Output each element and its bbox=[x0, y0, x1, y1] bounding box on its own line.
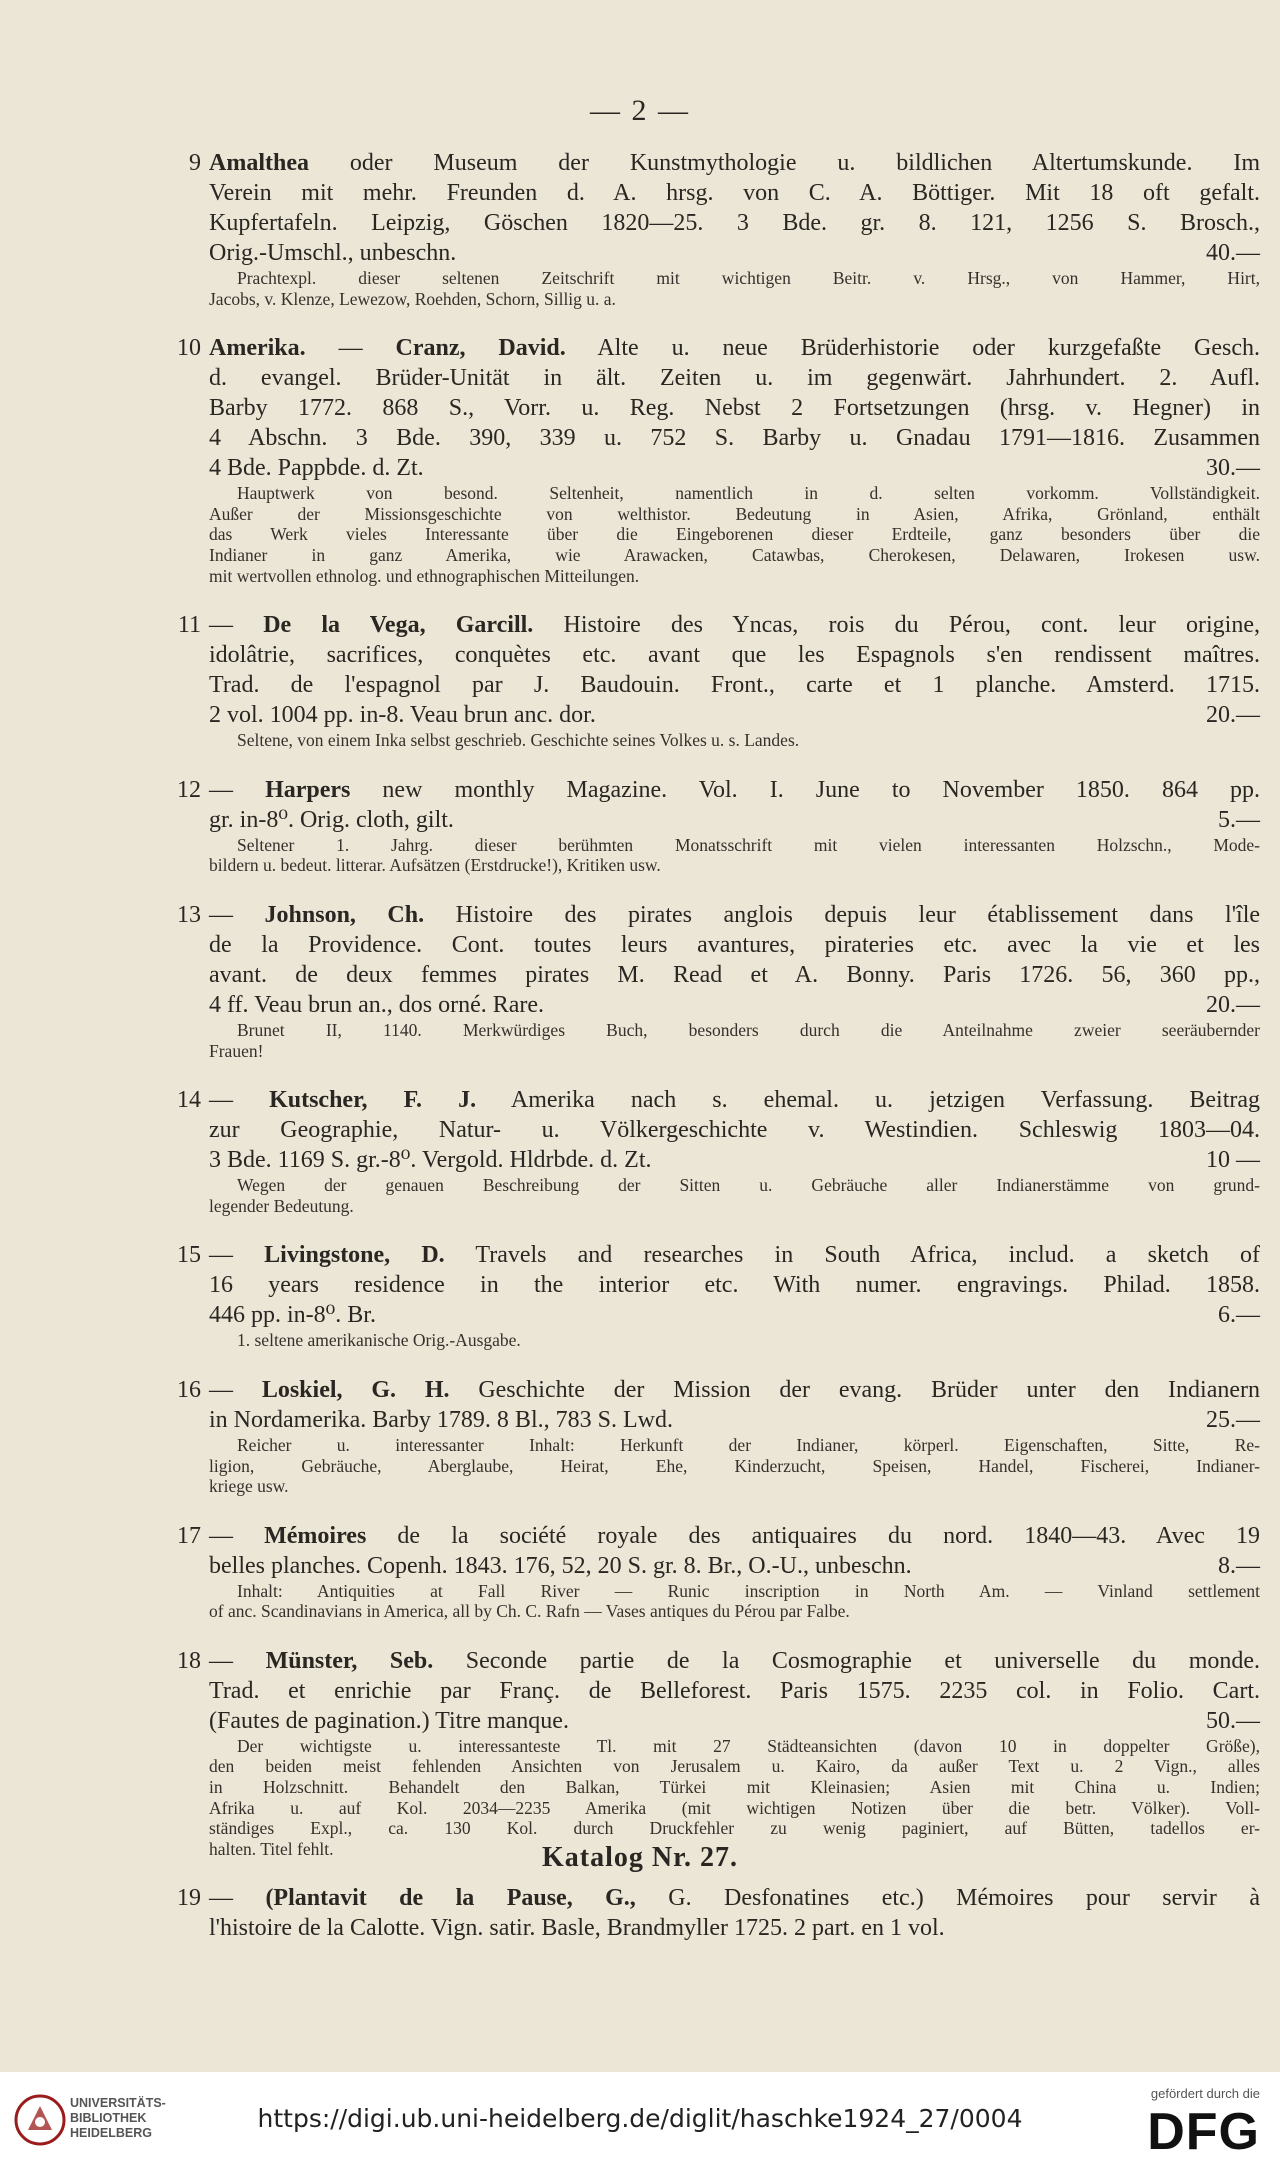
catalog-entry bbox=[160, 1646, 1280, 1860]
entry-line: zur Geographie, Natur- u. Völkergeschichte v. Westindien. Schleswig 1803—04. bbox=[209, 1117, 1260, 1144]
catalog-entry bbox=[160, 148, 1280, 309]
entry-note: Seltener 1. Jahrg. dieser berühmten Monatsschrift mit vielen interessanten Holzschn., Mode- bbox=[237, 834, 1260, 855]
entry-price: 50.— bbox=[1206, 1707, 1260, 1734]
entry-note: in Holzschnitt. Behandelt den Balkan, Türkei mit Kleinasien; Asien mit China u. Indien; bbox=[209, 1777, 1260, 1798]
entry-line: — Loskiel, G. H. Geschichte der Mission der evang. Brüder unter den Indianern bbox=[209, 1376, 1261, 1403]
catalog-entry bbox=[160, 900, 1280, 1061]
university-name: UNIVERSITÄTS- BIBLIOTHEK HEIDELBERG bbox=[70, 2096, 166, 2140]
entry-line bbox=[209, 238, 1260, 268]
catalog-entry bbox=[160, 775, 1280, 876]
entry-note: das Werk vieles Interessante über die Eingeborenen dieser Erdteile, ganz besonders über die bbox=[209, 524, 1260, 545]
catalog-entry bbox=[160, 1085, 1280, 1216]
entry-text: Orig.-Umschl., unbeschn. bbox=[209, 240, 457, 266]
funded-by-label: gefördert durch die bbox=[1150, 2086, 1260, 2101]
entry-body bbox=[209, 1521, 1260, 1622]
entry-body bbox=[209, 1883, 1260, 1943]
catalog-entry bbox=[160, 610, 1280, 751]
entry-price: 10 — bbox=[1206, 1147, 1260, 1174]
entry-line: — Harpers new monthly Magazine. Vol. I. June to November 1850. 864 pp. bbox=[209, 776, 1261, 803]
entry-note: Prachtexpl. dieser seltenen Zeitschrift mit wichtigen Beitr. v. Hrsg., von Hammer, Hirt, bbox=[237, 268, 1260, 288]
entry-number: 14 bbox=[177, 1087, 201, 1114]
entry-line: — (Plantavit de la Pause, G., G. Desfonatines etc.) Mémoires pour servir à bbox=[209, 1885, 1261, 1912]
entry-body bbox=[209, 900, 1260, 1061]
entry-note: Seltene, von einem Inka selbst geschrieb. Geschichte seines Volkes u. s. Landes. bbox=[237, 730, 800, 751]
entry-line: Barby 1772. 868 S., Vorr. u. Reg. Nebst 2 Fortsetzungen (hrsg. v. Hegner) in bbox=[209, 395, 1260, 422]
entry-line: d. evangel. Brüder-Unität in ält. Zeiten u. im gegenwärt. Jahrhundert. 2. Aufl. bbox=[209, 365, 1260, 392]
entry-note: Afrika u. auf Kol. 2034—2235 Amerika (mit wichtigen Notizen über die betr. Völker). Voll- bbox=[209, 1797, 1260, 1818]
entry-text: 2 vol. 1004 pp. in-8. Veau brun anc. dor. bbox=[209, 702, 596, 729]
catalog-title: Katalog Nr. 27. bbox=[542, 1842, 738, 1873]
entry-price: 20.— bbox=[1206, 702, 1260, 729]
entry-body bbox=[209, 1646, 1260, 1860]
entry-note: halten. Titel fehlt. bbox=[209, 1838, 334, 1859]
entry-line: 16 years residence in the interior etc. With numer. engravings. Philad. 1858. bbox=[209, 1272, 1260, 1299]
entry-note: ligion, Gebräuche, Aberglaube, Heirat, Ehe, Kinderzucht, Speisen, Handel, Fischerei, Indianer- bbox=[209, 1455, 1260, 1476]
entry-line: 4 Abschn. 3 Bde. 390, 339 u. 752 S. Barby u. Gnadau 1791—1816. Zusammen bbox=[209, 425, 1260, 452]
entry-price: 20.— bbox=[1206, 991, 1260, 1018]
entry-line: — Livingstone, D. Travels and researches in South Africa, includ. a sketch of bbox=[209, 1242, 1261, 1269]
entry-line: — Kutscher, F. J. Amerika nach s. ehemal. u. jetzigen Verfassung. Beitrag bbox=[209, 1087, 1261, 1114]
entry-line: Trad. et enrichie par Franç. de Belleforest. Paris 1575. 2235 col. in Folio. Cart. bbox=[209, 1677, 1260, 1704]
entry-line: l'histoire de la Calotte. Vign. satir. Basle, Brandmyller 1725. 2 part. en 1 vol. bbox=[209, 1915, 945, 1942]
entry-line bbox=[209, 1145, 1260, 1175]
entry-line bbox=[209, 805, 1260, 835]
entry-line: Kupfertafeln. Leipzig, Göschen 1820—25. 3 Bde. gr. 8. 121, 1256 S. Brosch., bbox=[209, 210, 1260, 236]
entry-price: 6.— bbox=[1218, 1302, 1260, 1329]
entry-line: — De la Vega, Garcill. Histoire des Yncas, rois du Pérou, cont. leur origine, bbox=[209, 612, 1260, 639]
entry-note: of anc. Scandinavians in America, all by Ch. C. Rafn — Vases antiques du Pérou par Falbe. bbox=[209, 1601, 850, 1622]
entry-line: Verein mit mehr. Freunden d. A. hrsg. von C. A. Böttiger. Mit 18 oft gefalt. bbox=[209, 180, 1260, 206]
entry-number: 15 bbox=[177, 1242, 201, 1269]
entry-number: 17 bbox=[177, 1522, 201, 1549]
entry-note: Reicher u. interessanter Inhalt: Herkunft der Indianer, körperl. Eigenschaften, Sitte, Re- bbox=[237, 1434, 1260, 1455]
catalog-entry bbox=[160, 1521, 1280, 1622]
entry-note: ständiges Expl., ca. 130 Kol. durch Druckfehler zu wenig paginiert, auf Bütten, tadellos er- bbox=[209, 1818, 1260, 1839]
entry-note: Inhalt: Antiquities at Fall River — Runic inscription in North Am. — Vinland settlement bbox=[237, 1580, 1260, 1601]
entry-number: 11 bbox=[177, 612, 201, 639]
entry-line bbox=[209, 1405, 1260, 1435]
entry-number: 13 bbox=[177, 901, 201, 928]
catalog-entry bbox=[160, 1883, 1280, 1943]
entry-note: bildern u. bedeut. litterar. Aufsätzen (Erstdrucke!), Kritiken usw. bbox=[209, 855, 661, 876]
entry-number: 10 bbox=[177, 335, 201, 362]
entry-note: 1. seltene amerikanische Orig.-Ausgabe. bbox=[237, 1330, 521, 1351]
catalog-entry bbox=[160, 1375, 1280, 1497]
entry-line bbox=[209, 1706, 1260, 1736]
entry-price: 5.— bbox=[1218, 806, 1260, 833]
footer-bar bbox=[0, 2072, 1280, 2168]
catalog-entries bbox=[160, 148, 1280, 1967]
entry-note: legender Bedeutung. bbox=[209, 1195, 354, 1216]
entry-line: de la Providence. Cont. toutes leurs avantures, pirateries etc. avec la vie et les bbox=[209, 931, 1260, 958]
entry-line: avant. de deux femmes pirates M. Read et A. Bonny. Paris 1726. 56, 360 pp., bbox=[209, 961, 1260, 988]
entry-body bbox=[209, 148, 1260, 309]
entry-line bbox=[209, 453, 1260, 483]
entry-body bbox=[209, 1240, 1260, 1351]
entry-line: — Johnson, Ch. Histoire des pirates anglois depuis leur établissement dans l'île bbox=[209, 901, 1261, 928]
entry-number: 9 bbox=[189, 150, 201, 176]
catalog-entry bbox=[160, 333, 1280, 586]
entry-note: Frauen! bbox=[209, 1040, 264, 1061]
entry-text: in Nordamerika. Barby 1789. 8 Bl., 783 S. Lwd. bbox=[209, 1406, 673, 1433]
entry-line: Amalthea oder Museum der Kunstmythologie u. bildlichen Altertumskunde. Im bbox=[209, 150, 1260, 176]
entry-price: 8.— bbox=[1218, 1552, 1260, 1579]
entry-price: 30.— bbox=[1206, 455, 1260, 482]
entry-line: — Münster, Seb. Seconde partie de la Cosmographie et universelle du monde. bbox=[209, 1647, 1261, 1674]
entry-note: Jacobs, v. Klenze, Lewezow, Roehden, Schorn, Sillig u. a. bbox=[209, 288, 616, 309]
entry-body bbox=[209, 333, 1260, 586]
page-number: — 2 — bbox=[590, 94, 690, 127]
dfg-logo: DFG bbox=[1147, 2103, 1260, 2161]
entry-note: den beiden meist fehlenden Ansichten von Jerusalem u. Kairo, da außer Text u. 2 Vign., alles bbox=[209, 1756, 1260, 1777]
entry-note: Brunet II, 1140. Merkwürdiges Buch, besonders durch die Anteilnahme zweier seeräubernder bbox=[237, 1019, 1260, 1040]
entry-note: Wegen der genauen Beschreibung der Sitten u. Gebräuche aller Indianerstämme von grund- bbox=[237, 1175, 1260, 1196]
entry-body bbox=[209, 1375, 1260, 1497]
entry-line: Amerika. — Cranz, David. Alte u. neue Brüderhistorie oder kurzgefaßte Gesch. bbox=[209, 335, 1260, 362]
entry-price: 40.— bbox=[1206, 240, 1260, 266]
entry-line: Trad. de l'espagnol par J. Baudouin. Front., carte et 1 planche. Amsterd. 1715. bbox=[209, 672, 1260, 699]
entry-note: kriege usw. bbox=[209, 1476, 289, 1497]
entry-text: gr. in-8⁰. Orig. cloth, gilt. bbox=[209, 806, 454, 833]
entry-number: 18 bbox=[177, 1647, 201, 1674]
entry-number: 12 bbox=[177, 776, 201, 803]
entry-note: mit wertvollen ethnolog. und ethnographischen Mitteilungen. bbox=[209, 565, 640, 586]
entry-note: Hauptwerk von besond. Seltenheit, namentlich in d. selten vorkomm. Vollständigkeit. bbox=[237, 483, 1260, 504]
entry-text: 4 ff. Veau brun an., dos orné. Rare. bbox=[209, 991, 545, 1018]
entry-line bbox=[209, 700, 1260, 730]
entry-text: 3 Bde. 1169 S. gr.-8⁰. Vergold. Hldrbde. d. Zt. bbox=[209, 1147, 652, 1174]
entry-body bbox=[209, 610, 1260, 751]
entry-note: Der wichtigste u. interessanteste Tl. mit 27 Städteansichten (davon 10 in doppelter Größe), bbox=[237, 1735, 1260, 1756]
entry-note: Außer der Missionsgeschichte von welthistor. Bedeutung in Asien, Afrika, Grönland, enthält bbox=[209, 503, 1260, 524]
entry-line bbox=[209, 1551, 1260, 1581]
entry-number: 16 bbox=[177, 1376, 201, 1403]
entry-text: 4 Bde. Pappbde. d. Zt. bbox=[209, 455, 424, 482]
entry-number: 19 bbox=[177, 1885, 201, 1912]
entry-body bbox=[209, 1085, 1260, 1216]
document-url[interactable]: https://digi.ub.uni-heidelberg.de/diglit/haschke1924_27/0004 bbox=[257, 2104, 1023, 2133]
entry-text: 446 pp. in-8⁰. Br. bbox=[209, 1302, 376, 1329]
entry-note: Indianer in ganz Amerika, wie Arawacken, Catawbas, Cherokesen, Delawaren, Irokesen usw. bbox=[209, 544, 1260, 565]
entry-text: belles planches. Copenh. 1843. 176, 52, 20 S. gr. 8. Br., O.-U., unbeschn. bbox=[209, 1552, 912, 1579]
entry-line bbox=[209, 990, 1260, 1020]
entry-line bbox=[209, 1300, 1260, 1330]
entry-text: (Fautes de pagination.) Titre manque. bbox=[209, 1707, 569, 1734]
entry-price: 25.— bbox=[1206, 1406, 1260, 1433]
catalog-entry bbox=[160, 1240, 1280, 1351]
entry-body bbox=[209, 775, 1260, 876]
entry-line: — Mémoires de la société royale des antiquaires du nord. 1840—43. Avec 19 bbox=[209, 1522, 1260, 1549]
entry-line: idolâtrie, sacrifices, conquètes etc. avant que les Espagnols s'en rendissent maîtres. bbox=[209, 642, 1260, 669]
